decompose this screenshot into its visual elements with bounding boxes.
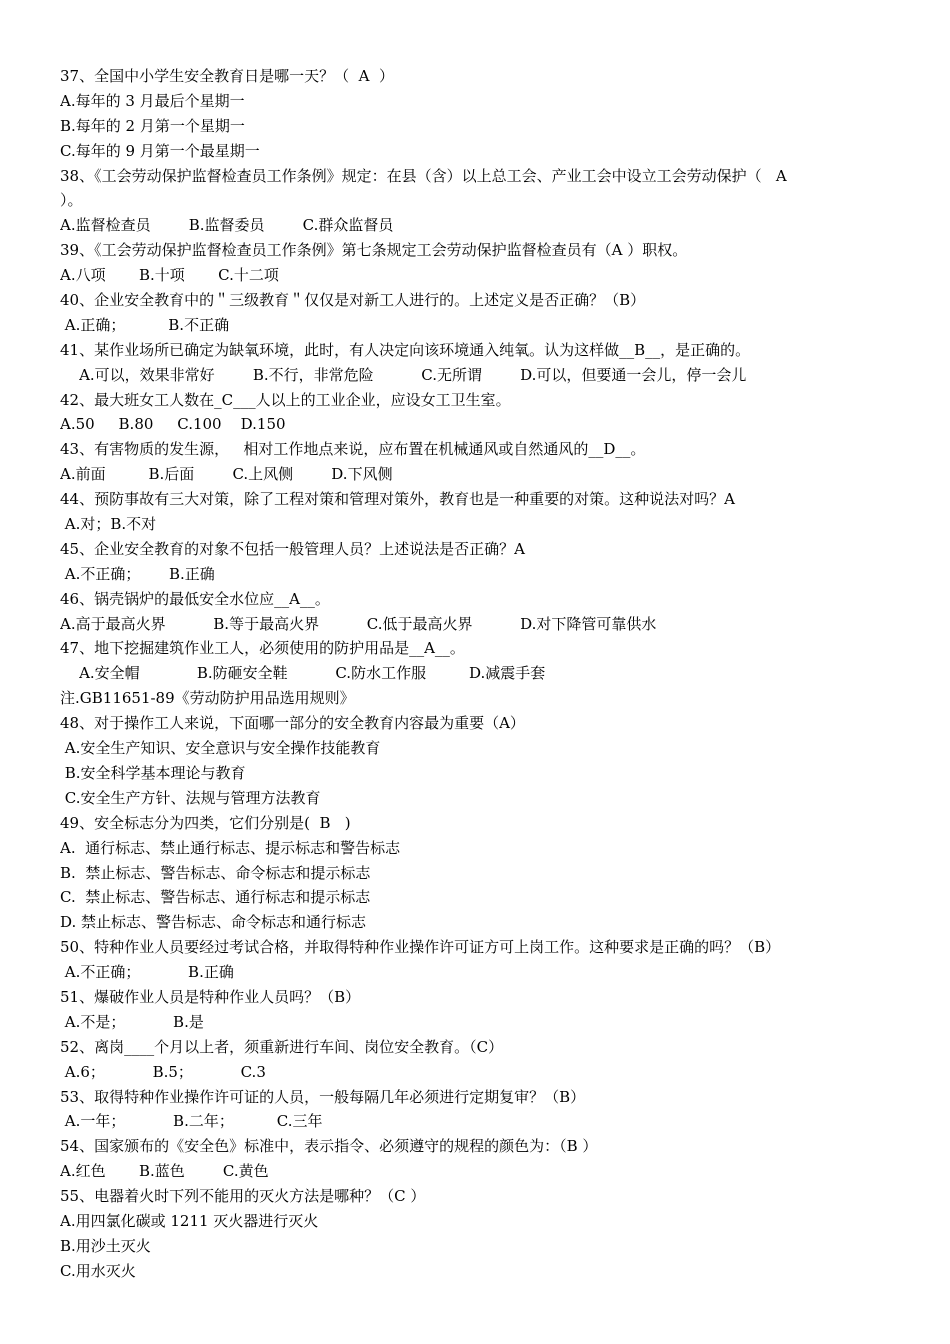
text-line: 40、企业安全教育中的＂三级教育＂仅仅是对新工人进行的。上述定义是否正确？（B）: [60, 291, 646, 310]
text-line: 54、国家颁布的《安全色》标准中，表示指令、必须遵守的规程的颜色为：（B ）: [60, 1137, 598, 1156]
text-line: 49、安全标志分为四类，它们分别是( B ): [60, 813, 351, 832]
text-line: C. 禁止标志、警告标志、通行标志和提示标志: [60, 888, 371, 907]
text-line: 51、爆破作业人员是特种作业人员吗？（B）: [60, 987, 361, 1006]
text-line: 42、最大班女工人数在_C___人以上的工业企业，应设女工卫生室。: [60, 390, 511, 409]
text-line: A.不正确； B.正确: [60, 963, 234, 982]
text-line: 52、离岗____个月以上者，须重新进行车间、岗位安全教育。（C）: [60, 1037, 504, 1056]
text-line: 37、全国中小学生安全教育日是哪一天？（ A ）: [60, 67, 394, 85]
text-line: A.每年的 3 月最后个星期一: [60, 91, 245, 110]
text-line: 39、《工会劳动保护监督检查员工作条例》第七条规定工会劳动保护监督检查员有（A ）职权。: [60, 241, 688, 260]
text-line: A.八项 B.十项 C.十二项: [60, 266, 279, 285]
text-line: 53、取得特种作业操作许可证的人员，一般每隔几年必须进行定期复审？（B）: [60, 1087, 586, 1106]
text-line: A.高于最高火界 B.等于最高火界 C.低于最高火界 D.对下降管可靠供水: [60, 614, 657, 633]
text-line: A.用四氯化碳或 1211 灭火器进行灭火: [60, 1211, 319, 1230]
text-line: A.一年； B.二年； C.三年: [60, 1112, 323, 1131]
document-body: [60, 64, 900, 1284]
text-line: B.安全科学基本理论与教育: [60, 763, 246, 782]
text-line: 47、地下挖掘建筑作业工人，必须使用的防护用品是__A__。: [60, 639, 465, 658]
text-line: A.对；B.不对: [60, 515, 157, 534]
text-line: C.用水灭火: [60, 1261, 136, 1280]
text-line: 38、《工会劳动保护监督检查员工作条例》规定：在县（含）以上总工会、产业工会中设立工会劳动保护（ A: [60, 166, 787, 185]
text-line: A.前面 B.后面 C.上风侧 D.下风侧: [60, 465, 393, 484]
text-line: B.每年的 2 月第一个星期一: [60, 116, 245, 135]
text-line: 55、电器着火时下列不能用的灭火方法是哪种？（C ）: [60, 1187, 426, 1206]
text-line: 50、特种作业人员要经过考试合格，并取得特种作业操作许可证方可上岗工作。这种要求是正确的吗？（B）: [60, 938, 781, 957]
text-line: 45、企业安全教育的对象不包括一般管理人员？上述说法是否正确？A: [60, 539, 525, 558]
text-line: ）。: [60, 191, 83, 210]
text-line: A.监督检查员 B.监督委员 C.群众监督员: [60, 216, 394, 235]
text-line: A.50 B.80 C.100 D.150: [60, 415, 286, 434]
text-line: A.红色 B.蓝色 C.黄色: [60, 1162, 269, 1181]
text-line: 48、对于操作工人来说，下面哪一部分的安全教育内容最为重要（A）: [60, 714, 525, 733]
text-line: D. 禁止标志、警告标志、命令标志和通行标志: [60, 913, 367, 932]
text-line: B.用沙土灭火: [60, 1236, 151, 1255]
text-line: A.不是； B.是: [60, 1012, 204, 1031]
text-line: 41、某作业场所已确定为缺氧环境，此时，有人决定向该环境通入纯氧。认为这样做__B__，是正确的。: [60, 340, 751, 359]
text-line: 44、预防事故有三大对策，除了工程对策和管理对策外，教育也是一种重要的对策。这种说法对吗？A: [60, 490, 735, 509]
text-line: A. 通行标志、禁止通行标志、提示标志和警告标志: [60, 838, 401, 857]
text-line: A.安全生产知识、安全意识与安全操作技能教育: [60, 739, 381, 758]
text-line: A.正确； B.不正确: [60, 315, 230, 334]
text-line: B. 禁止标志、警告标志、命令标志和提示标志: [60, 863, 371, 882]
text-line: 46、锅壳锅炉的最低安全水位应__A__。: [60, 589, 330, 608]
text-line: C.每年的 9 月第一个最星期一: [60, 141, 260, 160]
text-line: A.6； B.5； C.3: [60, 1062, 266, 1081]
text-line: 43、有害物质的发生源， 相对工作地点来说，应布置在机械通风或自然通风的__D__。: [60, 440, 646, 459]
text-line: 注.GB11651-89《劳动防护用品选用规则》: [60, 689, 355, 708]
text-line: A.不正确； B.正确: [60, 564, 215, 583]
text-line: A.安全帽 B.防砸安全鞋 C.防水工作服 D.减震手套: [60, 664, 546, 683]
text-line: C.安全生产方针、法规与管理方法教育: [60, 788, 321, 807]
text-line: A.可以，效果非常好 B.不行，非常危险 C.无所谓 D.可以，但要通一会儿，停一会儿: [60, 365, 747, 384]
